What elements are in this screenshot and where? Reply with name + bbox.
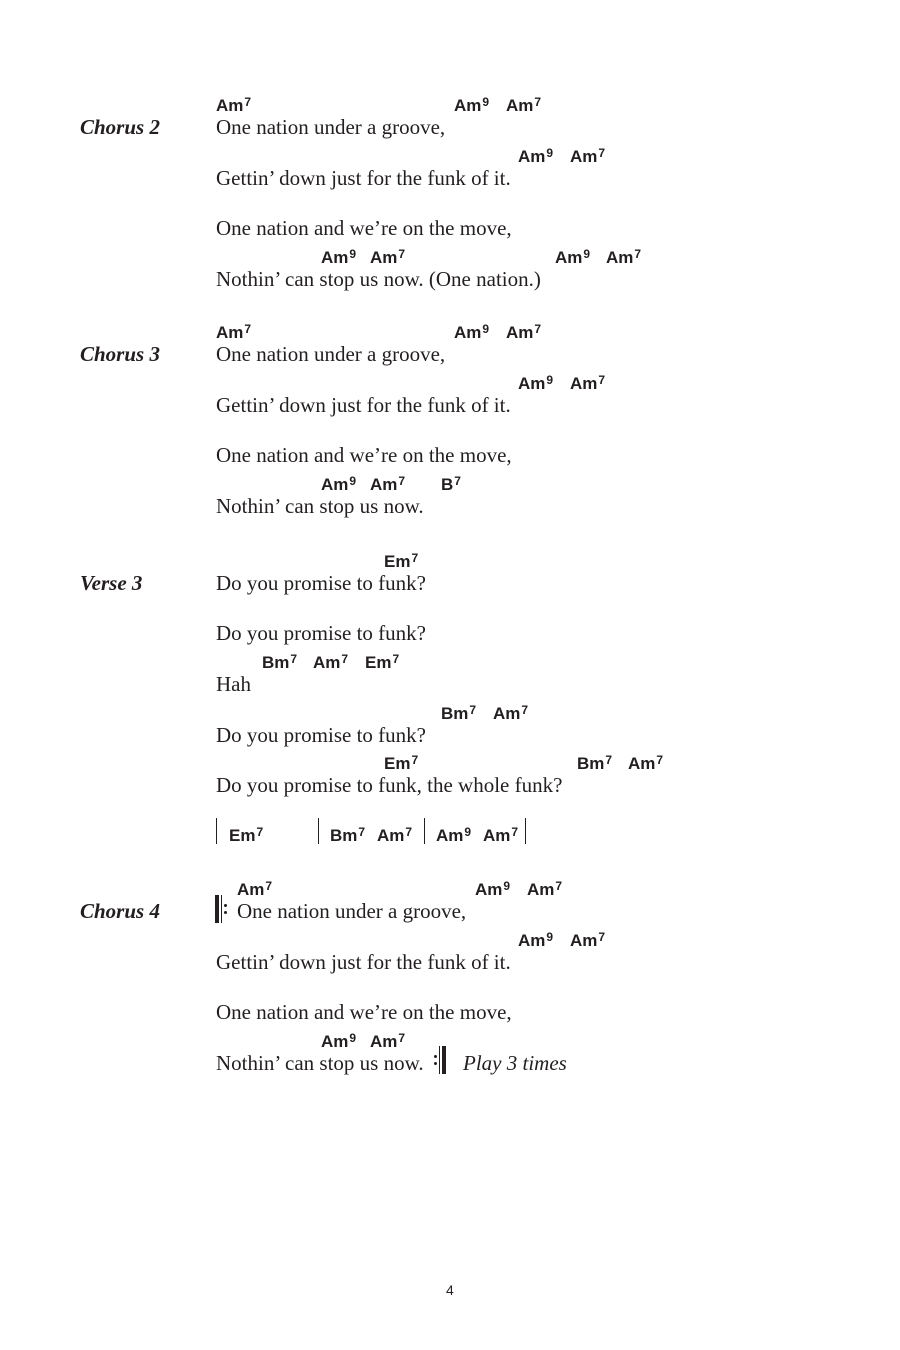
lyric-line: One nation under a groove,: [237, 899, 467, 923]
bar-chord: Am$^9$: [436, 825, 472, 845]
chord: Bm$^7$: [262, 652, 298, 672]
chord: Am$^9$: [475, 879, 511, 899]
lyric-line: One nation under a groove,: [216, 342, 446, 366]
repeat-end-sign: [434, 1046, 450, 1074]
section-label-chorus-3: Chorus 3: [80, 342, 160, 366]
lyric-line: Do you promise to funk, the whole funk?: [216, 773, 563, 797]
bar-chord: Bm$^7$: [330, 825, 366, 845]
chord: Am$^7$: [570, 930, 606, 950]
chord: Am$^9$: [321, 247, 357, 267]
repeat-start-sign: [215, 895, 231, 923]
chord: Bm$^7$: [577, 753, 613, 773]
bar-chord: Am$^7$: [483, 825, 519, 845]
lyric-line: Nothin’ can stop us now. (One nation.): [216, 267, 541, 291]
lyric-line: Nothin’ can stop us now.: [216, 1051, 424, 1075]
chord: Am$^7$: [370, 247, 406, 267]
lyric-line: Do you promise to funk?: [216, 723, 426, 747]
chord: Am$^9$: [454, 95, 490, 115]
lyric-line: Gettin’ down just for the funk of it.: [216, 950, 511, 974]
section-label-chorus-4: Chorus 4: [80, 899, 160, 923]
chord: Am$^7$: [606, 247, 642, 267]
lyric-line: Hah: [216, 672, 251, 696]
chord: Am$^7$: [370, 1031, 406, 1051]
repeat-instruction: Play 3 times: [463, 1051, 567, 1075]
chord: Bm$^7$: [441, 703, 477, 723]
chord: Am$^9$: [518, 930, 554, 950]
section-label-verse-3: Verse 3: [80, 571, 143, 595]
chord: Am$^7$: [506, 95, 542, 115]
lyric-line: Do you promise to funk?: [216, 571, 426, 595]
lyric-line: Gettin’ down just for the funk of it.: [216, 393, 511, 417]
page-number: 4: [446, 1282, 454, 1298]
chord: Am$^7$: [370, 474, 406, 494]
chord: Am$^9$: [555, 247, 591, 267]
lyric-line: Nothin’ can stop us now.: [216, 494, 424, 518]
chord: Am$^7$: [493, 703, 529, 723]
chord: Am$^9$: [518, 373, 554, 393]
chord: Em$^7$: [365, 652, 400, 672]
bar-line: [424, 818, 425, 844]
chord: Am$^7$: [237, 879, 273, 899]
chord: Am$^7$: [216, 95, 252, 115]
bar-line: [216, 818, 217, 844]
section-label-chorus-2: Chorus 2: [80, 115, 160, 139]
lyric-line: Gettin’ down just for the funk of it.: [216, 166, 511, 190]
chord: Am$^9$: [321, 1031, 357, 1051]
chord: Em$^7$: [384, 551, 419, 571]
bar-line: [318, 818, 319, 844]
chord: Am$^7$: [628, 753, 664, 773]
chord: $B^7$: [441, 474, 461, 494]
chord: Am$^9$: [518, 146, 554, 166]
chord: Am$^7$: [506, 322, 542, 342]
chord: Am$^7$: [313, 652, 349, 672]
chord: Am$^7$: [570, 373, 606, 393]
bar-chord: Am$^7$: [377, 825, 413, 845]
chord: Am$^9$: [454, 322, 490, 342]
lyric-line: One nation and we’re on the move,: [216, 1000, 512, 1024]
chord: Am$^7$: [570, 146, 606, 166]
bar-line: [525, 818, 526, 844]
lyric-line: One nation and we’re on the move,: [216, 216, 512, 240]
chord: Em$^7$: [384, 753, 419, 773]
lyric-line: Do you promise to funk?: [216, 621, 426, 645]
chord: Am$^7$: [527, 879, 563, 899]
lyric-line: One nation and we’re on the move,: [216, 443, 512, 467]
bar-chord: Em$^7$: [229, 825, 264, 845]
lyric-line: One nation under a groove,: [216, 115, 446, 139]
chord: Am$^7$: [216, 322, 252, 342]
chord: Am$^9$: [321, 474, 357, 494]
